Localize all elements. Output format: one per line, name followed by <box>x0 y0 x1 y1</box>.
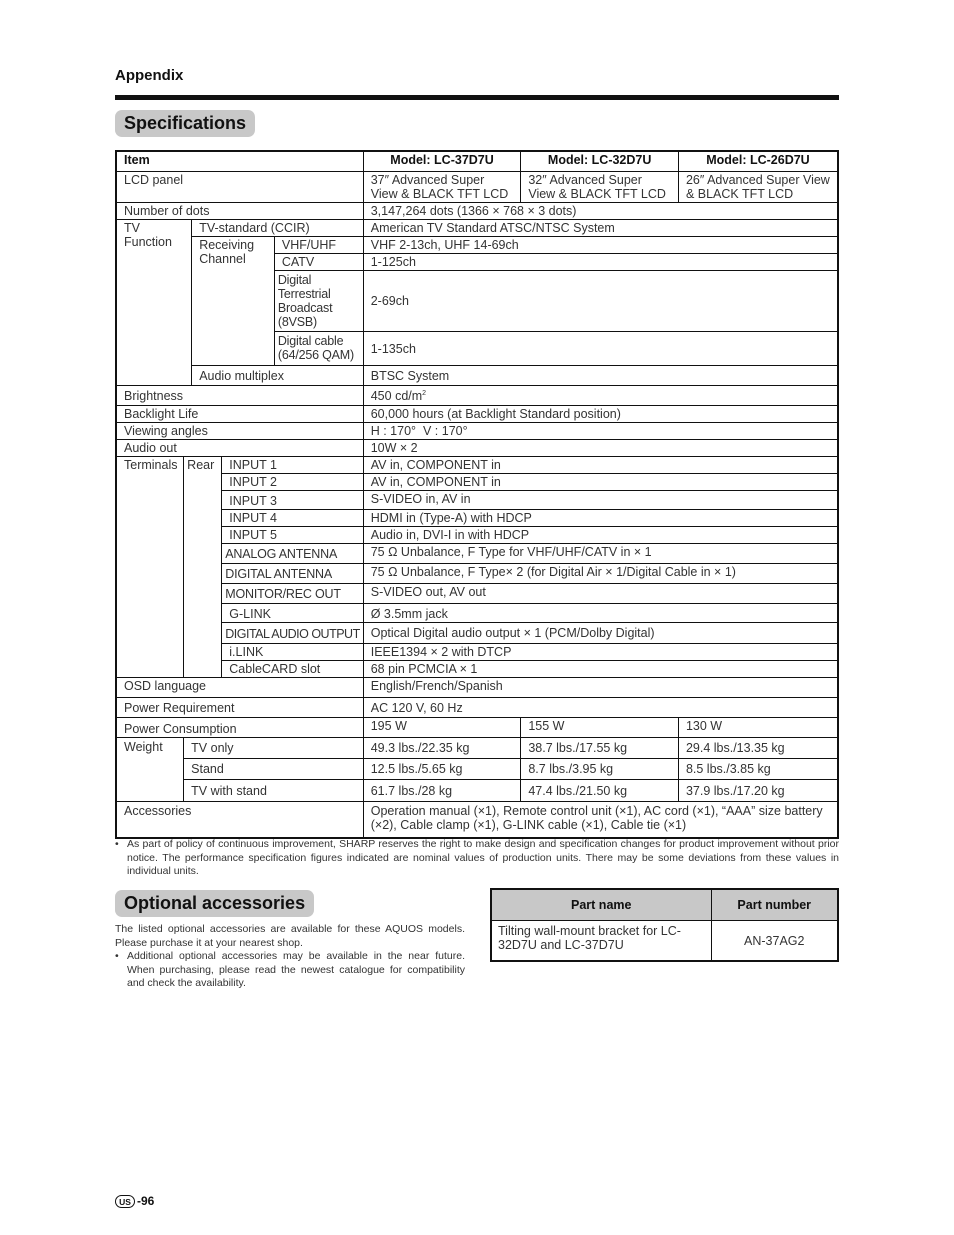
table-row <box>116 698 838 718</box>
table-row <box>116 678 838 698</box>
section-header: Appendix <box>115 67 184 84</box>
table-row <box>116 237 838 254</box>
cell-value: 47.4 lbs./21.50 kg <box>521 780 679 802</box>
cell-value: 195 W <box>363 718 521 738</box>
optional-intro: The listed optional accessories are available for these AQUOS models. Please purchase it at your nearest shop. <box>115 923 465 949</box>
table-row <box>116 780 838 802</box>
table-row <box>116 423 838 440</box>
brightness-sup: 2 <box>422 390 427 398</box>
cell-value: 37.9 lbs./17.20 kg <box>678 780 838 802</box>
cell-value: Audio in, DVI-I in with HDCP <box>363 527 838 544</box>
cell-value: 130 W <box>678 718 838 738</box>
sub-label: TV-standard (CCIR) <box>192 220 364 237</box>
terminal-label: CableCARD slot <box>222 661 363 678</box>
terminal-label: INPUT 1 <box>222 457 363 474</box>
header-rule <box>115 95 839 100</box>
table-header-row <box>116 151 838 172</box>
table-row <box>116 220 838 237</box>
table-row <box>116 203 838 220</box>
cell-value: 29.4 lbs./13.35 kg <box>678 738 838 759</box>
specifications-table <box>115 150 839 839</box>
cell-value: 12.5 lbs./5.65 kg <box>363 759 521 780</box>
cell-value: 8.7 lbs./3.95 kg <box>521 759 679 780</box>
row-label: Number of dots <box>116 203 363 220</box>
table-row <box>116 440 838 457</box>
cell-value: 1-135ch <box>363 332 838 366</box>
terminal-label: INPUT 2 <box>222 474 363 491</box>
terminal-label: INPUT 5 <box>222 527 363 544</box>
cell-value <box>363 386 838 406</box>
cell-value: Ø 3.5mm jack <box>363 604 838 623</box>
terminal-label: DIGITAL ANTENNA <box>222 564 363 584</box>
sub-label: CATV <box>274 254 363 271</box>
cell-value: HDMI in (Type-A) with HDCP <box>363 510 838 527</box>
table-row <box>116 491 838 510</box>
row-label: Terminals <box>116 457 184 678</box>
row-label: OSD language <box>116 678 363 698</box>
sub-label: TV only <box>184 738 364 759</box>
terminal-label: i.LINK <box>222 644 363 661</box>
cell-value: 2-69ch <box>363 271 838 332</box>
cell-value: 37″ Advanced Super View & BLACK TFT LCD <box>363 172 521 203</box>
cell-value: Optical Digital audio output × 1 (PCM/Dolby Digital) <box>363 623 838 644</box>
header-part-number: Part number <box>711 889 838 921</box>
sub-label: Rear <box>184 457 222 678</box>
row-label: TV Function <box>116 220 192 386</box>
table-row <box>116 644 838 661</box>
table-row <box>116 457 838 474</box>
table-row <box>116 759 838 780</box>
row-label: Audio out <box>116 440 363 457</box>
row-label: Weight <box>116 738 184 802</box>
optional-bullet <box>115 950 465 991</box>
spec-note <box>115 838 839 879</box>
row-label: Viewing angles <box>116 423 363 440</box>
table-row <box>116 172 838 203</box>
table-row <box>116 738 838 759</box>
sub-label: Digital cable (64/256 QAM) <box>274 332 363 366</box>
terminal-label: MONITOR/REC OUT <box>222 584 363 604</box>
cell-value: 61.7 lbs./28 kg <box>363 780 521 802</box>
cell-value: 26″ Advanced Super View & BLACK TFT LCD <box>678 172 838 203</box>
part-number: AN-37AG2 <box>711 921 838 962</box>
cell-value: 32″ Advanced Super View & BLACK TFT LCD <box>521 172 679 203</box>
optional-bullet-text: Additional optional accessories may be available in the near future. When purchasing, please read the newest catalogue for compatibility and check the availability. <box>127 950 465 989</box>
cell-value: VHF 2-13ch, UHF 14-69ch <box>363 237 838 254</box>
cell-value: H : 170° V : 170° <box>363 423 838 440</box>
cell-value: S-VIDEO in, AV in <box>363 491 838 510</box>
cell-value: AV in, COMPONENT in <box>363 457 838 474</box>
row-label: LCD panel <box>116 172 363 203</box>
table-row <box>116 406 838 423</box>
cell-value: 60,000 hours (at Backlight Standard position) <box>363 406 838 423</box>
row-label: Brightness <box>116 386 363 406</box>
part-name: Tilting wall-mount bracket for LC-32D7U and LC-37D7U <box>491 921 711 962</box>
cell-value: BTSC System <box>363 366 838 386</box>
table-row <box>116 544 838 564</box>
cell-value: 38.7 lbs./17.55 kg <box>521 738 679 759</box>
page-number-text: -96 <box>137 1194 155 1208</box>
optional-description <box>115 923 465 991</box>
table-row <box>491 921 838 962</box>
cell-value: AV in, COMPONENT in <box>363 474 838 491</box>
page-number <box>115 1194 154 1208</box>
header-model-26: Model: LC-26D7U <box>678 151 838 172</box>
cell-value: 8.5 lbs./3.85 kg <box>678 759 838 780</box>
sub-label: TV with stand <box>184 780 364 802</box>
cell-value: IEEE1394 × 2 with DTCP <box>363 644 838 661</box>
cell-value: S-VIDEO out, AV out <box>363 584 838 604</box>
sub-label: VHF/UHF <box>274 237 363 254</box>
cell-value: Operation manual (×1), Remote control unit (×1), AC cord (×1), “AAA” size battery (×2), Cable clamp (×1), G-LINK cable (×1), Cable tie (×1) <box>363 802 838 838</box>
cell-value: English/French/Spanish <box>363 678 838 698</box>
terminal-label: INPUT 3 <box>222 491 363 510</box>
header-item: Item <box>116 151 363 172</box>
terminal-label: DIGITAL AUDIO OUTPUT <box>222 623 363 644</box>
cell-value: 10W × 2 <box>363 440 838 457</box>
terminal-label: INPUT 4 <box>222 510 363 527</box>
cell-value: 75 Ω Unbalance, F Type× 2 (for Digital Air × 1/Digital Cable in × 1) <box>363 564 838 584</box>
cell-value: 75 Ω Unbalance, F Type for VHF/UHF/CATV in × 1 <box>363 544 838 564</box>
table-row <box>116 718 838 738</box>
brightness-value: 450 cd/m <box>370 389 423 404</box>
row-label: Power Consumption <box>116 718 363 738</box>
table-row <box>116 584 838 604</box>
cell-value: 1-125ch <box>363 254 838 271</box>
table-row <box>116 386 838 406</box>
specifications-title: Specifications <box>115 110 255 137</box>
note-text: As part of policy of continuous improvement, SHARP reserves the right to make design and specification changes for product improvement without prior notice. The performance specification figures indicated are nominal values of production units. There may be some deviations from these values in individual units. <box>127 838 839 877</box>
sub-label: Receiving Channel <box>192 237 275 366</box>
header-part-name: Part name <box>491 889 711 921</box>
header-model-37: Model: LC-37D7U <box>363 151 521 172</box>
table-row <box>116 366 838 386</box>
sub-label: Audio multiplex <box>192 366 364 386</box>
us-logo-icon: US <box>115 1195 135 1208</box>
table-row <box>116 802 838 838</box>
table-row <box>116 661 838 678</box>
terminal-label: G-LINK <box>222 604 363 623</box>
cell-value: 155 W <box>521 718 679 738</box>
cell-value: 49.3 lbs./22.35 kg <box>363 738 521 759</box>
row-label: Backlight Life <box>116 406 363 423</box>
parts-table <box>490 888 839 962</box>
cell-value: 3,147,264 dots (1366 × 768 × 3 dots) <box>363 203 838 220</box>
table-row <box>116 623 838 644</box>
table-row <box>116 564 838 584</box>
table-row <box>116 604 838 623</box>
note-bullet: • <box>115 838 119 850</box>
optional-accessories-title: Optional accessories <box>115 890 314 917</box>
sub-label: Stand <box>184 759 364 780</box>
cell-value: AC 120 V, 60 Hz <box>363 698 838 718</box>
row-label: Accessories <box>116 802 363 838</box>
sub-label: Digital Terrestrial Broadcast (8VSB) <box>274 271 363 332</box>
table-row <box>116 510 838 527</box>
bullet-mark: • <box>115 950 119 962</box>
table-row <box>116 474 838 491</box>
table-row <box>116 527 838 544</box>
terminal-label: ANALOG ANTENNA <box>222 544 363 564</box>
header-model-32: Model: LC-32D7U <box>521 151 679 172</box>
row-label: Power Requirement <box>116 698 363 718</box>
cell-value: 68 pin PCMCIA × 1 <box>363 661 838 678</box>
cell-value: American TV Standard ATSC/NTSC System <box>363 220 838 237</box>
parts-header-row <box>491 889 838 921</box>
